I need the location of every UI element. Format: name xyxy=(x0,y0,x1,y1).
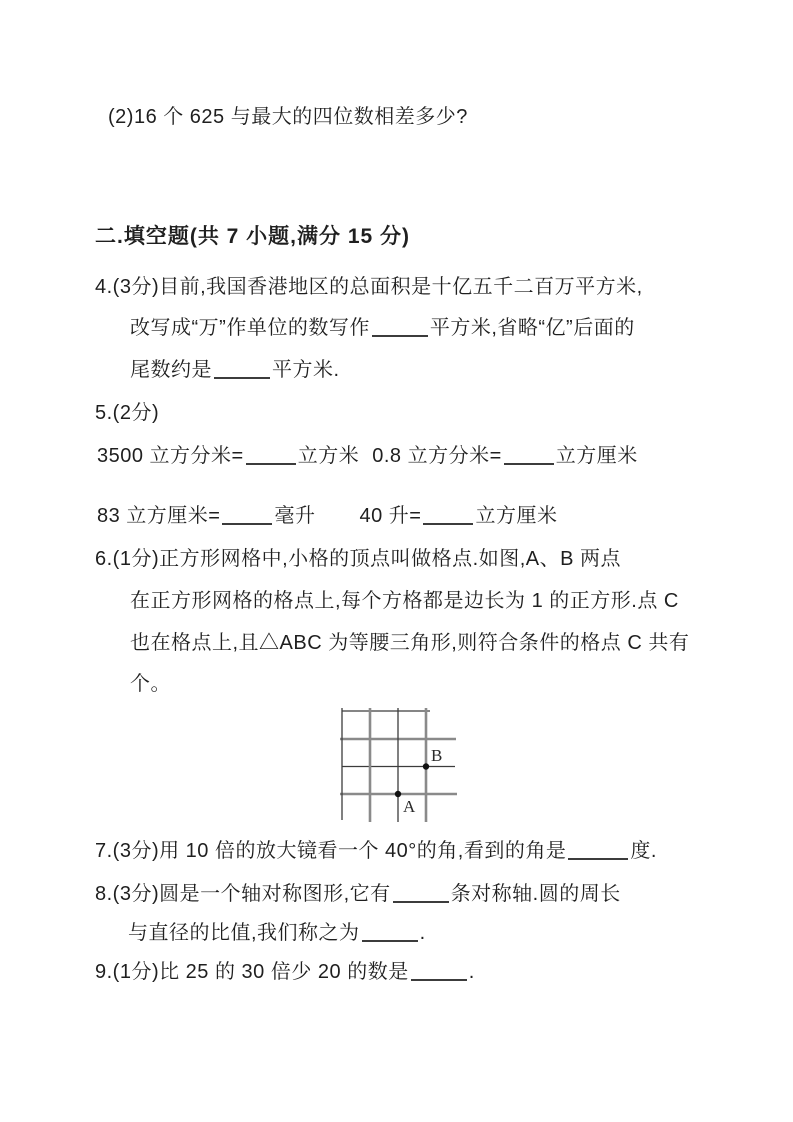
q8-line-2 xyxy=(128,920,426,946)
q6-line-4-text: 个。 xyxy=(130,673,171,695)
q4-line-3-pre: 尾数约是 xyxy=(130,359,212,381)
grid-figure xyxy=(330,698,470,828)
answer-blank xyxy=(568,841,628,860)
q5-c1d: 立方厘米 xyxy=(555,445,638,467)
point-b-label: B xyxy=(431,746,443,765)
q2-text: (2)16 个 625 与最大的四位数相差多少? xyxy=(108,106,468,128)
q4-line-2-pre: 改写成“万”作单位的数写作 xyxy=(130,317,370,339)
section-2-header xyxy=(95,224,410,250)
q4-line-3 xyxy=(130,357,340,383)
q5-c2b: 毫升 xyxy=(274,505,316,527)
q8-line-1 xyxy=(95,881,621,907)
point-a-dot xyxy=(395,791,401,797)
point-b-dot xyxy=(423,763,429,769)
q5-conversion-row-2 xyxy=(97,503,557,529)
q5-c2d: 立方厘米 xyxy=(475,505,558,527)
q2-sub-question xyxy=(108,104,468,130)
q7-line xyxy=(95,838,657,864)
q4-line-2 xyxy=(130,315,635,341)
answer-blank xyxy=(246,446,296,465)
q9-post: . xyxy=(468,961,475,983)
q8-line-2-post: . xyxy=(419,922,426,944)
q4-line-2-post: 平方米,省略“亿”后面的 xyxy=(429,317,635,339)
q6-line-1-text: 6.(1分)正方形网格中,小格的顶点叫做格点.如图,A、B 两点 xyxy=(95,548,622,570)
q9-pre: 9.(1分)比 25 的 30 倍少 20 的数是 xyxy=(95,961,409,983)
q7-post: 度. xyxy=(630,840,657,862)
answer-blank xyxy=(393,884,449,903)
q9-line xyxy=(95,959,475,985)
q6-line-1 xyxy=(95,546,621,572)
answer-blank xyxy=(362,923,418,942)
q4-line-3-post: 平方米. xyxy=(272,359,340,381)
section-2-header-text: 二.填空题(共 7 小题,满分 15 分) xyxy=(95,225,411,248)
answer-blank xyxy=(214,360,270,379)
q8-line-2-pre: 与直径的比值,我们称之为 xyxy=(128,922,360,944)
q4-line-1-text: 4.(3分)目前,我国香港地区的总面积是十亿五千二百万平方米, xyxy=(95,276,643,298)
q7-pre: 7.(3分)用 10 倍的放大镜看一个 40°的角,看到的角是 xyxy=(95,840,567,862)
q6-line-2 xyxy=(130,588,679,614)
q5-label xyxy=(95,400,159,426)
q5-c2a: 83 立方厘米= xyxy=(97,505,221,527)
answer-blank xyxy=(372,318,428,337)
q6-line-3 xyxy=(130,630,689,656)
answer-blank xyxy=(504,446,554,465)
q8-line-1-post: 条对称轴.圆的周长 xyxy=(450,883,621,905)
q5-c1b: 立方米 xyxy=(297,445,360,467)
q5-conversion-row-1 xyxy=(97,443,638,469)
q5-c2c: 40 升= xyxy=(359,505,422,527)
q5-label-text: 5.(2分) xyxy=(95,402,160,424)
q5-c1c: 0.8 立方分米= xyxy=(372,445,502,467)
q5-c1a: 3500 立方分米= xyxy=(97,445,244,467)
q6-line-4 xyxy=(130,671,171,697)
q8-line-1-pre: 8.(3分)圆是一个轴对称图形,它有 xyxy=(95,883,391,905)
q6-line-2-text: 在正方形网格的格点上,每个方格都是边长为 1 的正方形.点 C xyxy=(130,590,679,612)
q4-line-1 xyxy=(95,274,643,300)
answer-blank xyxy=(411,962,467,981)
answer-blank xyxy=(222,506,272,525)
q6-line-3-text: 也在格点上,且△ABC 为等腰三角形,则符合条件的格点 C 共有 xyxy=(130,632,690,654)
answer-blank xyxy=(423,506,473,525)
point-a-label: A xyxy=(403,797,416,816)
